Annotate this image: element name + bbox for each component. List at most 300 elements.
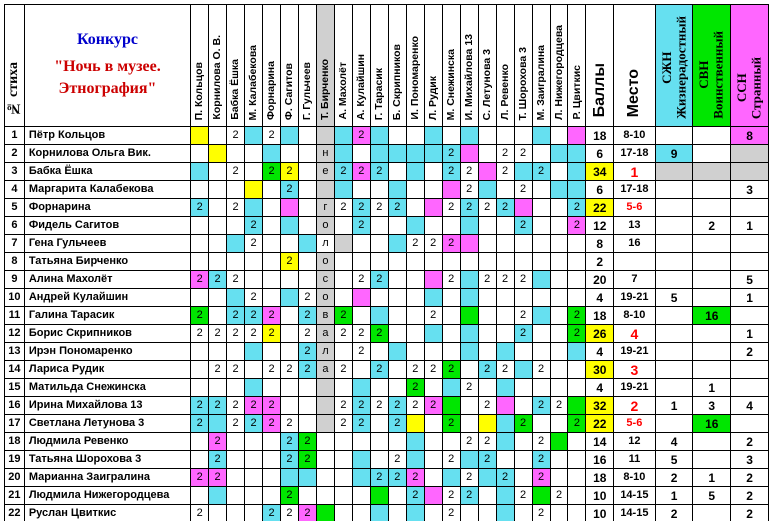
- score-cell: 2: [514, 307, 532, 325]
- row-number: 2: [5, 145, 25, 163]
- score-cell: [370, 487, 388, 505]
- score-cell: 2: [514, 271, 532, 289]
- score-cell: [514, 361, 532, 379]
- category-cell: 2: [731, 469, 769, 487]
- score-cell: [442, 469, 460, 487]
- total-score: 6: [586, 145, 614, 163]
- score-cell: [370, 415, 388, 433]
- score-cell: 2: [352, 163, 370, 181]
- score-cell: в: [316, 307, 334, 325]
- category-cell: [693, 199, 731, 217]
- score-cell: [298, 271, 316, 289]
- score-cell: [424, 289, 442, 307]
- score-cell: [406, 181, 424, 199]
- participant-name: Алина Махолёт: [24, 271, 190, 289]
- score-cell: 2: [352, 271, 370, 289]
- score-cell: 2: [496, 271, 514, 289]
- score-cell: 2: [496, 361, 514, 379]
- score-cell: [568, 181, 586, 199]
- score-cell: [478, 469, 496, 487]
- score-cell: а: [316, 325, 334, 343]
- score-cell: [460, 415, 478, 433]
- category-cell: 5: [655, 451, 693, 469]
- score-cell: 2: [424, 235, 442, 253]
- score-cell: [550, 343, 568, 361]
- score-cell: [550, 145, 568, 163]
- row-number: 10: [5, 289, 25, 307]
- score-cell: [227, 289, 245, 307]
- category-cell: [655, 181, 693, 199]
- contest-title: Конкурс: [76, 30, 138, 48]
- score-cell: 2: [568, 307, 586, 325]
- score-cell: 2: [568, 415, 586, 433]
- score-cell: [245, 271, 263, 289]
- category-cell: [655, 307, 693, 325]
- score-cell: [550, 253, 568, 271]
- score-cell: [406, 451, 424, 469]
- score-cell: [496, 235, 514, 253]
- score-cell: [496, 433, 514, 451]
- total-score: 18: [586, 307, 614, 325]
- score-cell: [209, 235, 227, 253]
- score-cell: [245, 433, 263, 451]
- score-cell: [478, 163, 496, 181]
- score-cell: [568, 343, 586, 361]
- category-cell: [655, 199, 693, 217]
- score-cell: [406, 343, 424, 361]
- score-cell: [568, 469, 586, 487]
- score-cell: 2: [442, 271, 460, 289]
- score-cell: [568, 505, 586, 521]
- score-cell: [209, 181, 227, 199]
- place-cell: 4: [614, 325, 656, 343]
- score-cell: а: [316, 361, 334, 379]
- score-cell: 2: [334, 199, 352, 217]
- table-row: [5, 199, 769, 217]
- score-cell: [568, 271, 586, 289]
- score-cell: [245, 505, 263, 521]
- table-row: [5, 289, 769, 307]
- participant-name: Маргарита Калабекова: [24, 181, 190, 199]
- row-number: 20: [5, 469, 25, 487]
- score-cell: 2: [209, 361, 227, 379]
- score-cell: 2: [191, 469, 209, 487]
- place-cell: 8-10: [614, 127, 656, 145]
- total-score: 14: [586, 433, 614, 451]
- score-cell: [334, 289, 352, 307]
- contest-subtitle-2: Этнография": [58, 79, 157, 97]
- score-cell: [424, 379, 442, 397]
- row-number: 1: [5, 127, 25, 145]
- category-cell: [731, 307, 769, 325]
- score-cell: [568, 235, 586, 253]
- score-cell: 2: [280, 505, 298, 521]
- score-cell: 2: [406, 487, 424, 505]
- table-row: [5, 163, 769, 181]
- judge-header: Г. Тарасик: [370, 5, 388, 127]
- score-cell: 2: [442, 235, 460, 253]
- score-cell: 2: [460, 469, 478, 487]
- score-cell: [298, 235, 316, 253]
- score-cell: [496, 307, 514, 325]
- score-cell: [406, 307, 424, 325]
- score-cell: [209, 487, 227, 505]
- score-cell: [424, 487, 442, 505]
- total-score: 30: [586, 361, 614, 379]
- total-score: 18: [586, 469, 614, 487]
- score-cell: 2: [424, 307, 442, 325]
- score-cell: 2: [388, 451, 406, 469]
- score-cell: [514, 433, 532, 451]
- category-cell: [693, 127, 731, 145]
- score-cell: [460, 253, 478, 271]
- score-cell: [568, 145, 586, 163]
- score-cell: 2: [460, 163, 478, 181]
- score-cell: [550, 433, 568, 451]
- score-cell: [496, 415, 514, 433]
- score-cell: [442, 397, 460, 415]
- category-cell: [693, 163, 731, 181]
- category-cell: 5: [731, 271, 769, 289]
- row-number: 13: [5, 343, 25, 361]
- score-cell: [245, 199, 263, 217]
- score-cell: [370, 289, 388, 307]
- score-cell: [245, 145, 263, 163]
- category-cell: [693, 451, 731, 469]
- category-header: СВН Воинственный: [693, 5, 731, 127]
- place-cell: 7: [614, 271, 656, 289]
- category-cell: 2: [655, 469, 693, 487]
- score-cell: 2: [388, 199, 406, 217]
- score-cell: [316, 181, 334, 199]
- score-cell: [209, 415, 227, 433]
- score-cell: 2: [280, 361, 298, 379]
- score-cell: [245, 361, 263, 379]
- score-cell: [460, 271, 478, 289]
- score-cell: 2: [352, 325, 370, 343]
- score-cell: 2: [298, 451, 316, 469]
- total-score: 10: [586, 505, 614, 521]
- score-cell: 2: [298, 505, 316, 521]
- judge-header: Корнилова О. В.: [209, 5, 227, 127]
- score-cell: 2: [352, 343, 370, 361]
- category-cell: [693, 271, 731, 289]
- score-cell: [191, 379, 209, 397]
- total-score: 4: [586, 379, 614, 397]
- score-cell: [532, 307, 550, 325]
- table-row: [5, 505, 769, 521]
- score-cell: [388, 217, 406, 235]
- score-cell: [263, 379, 281, 397]
- score-cell: [245, 163, 263, 181]
- score-cell: 2: [263, 307, 281, 325]
- total-score: 20: [586, 271, 614, 289]
- score-cell: 2: [514, 487, 532, 505]
- score-cell: [568, 379, 586, 397]
- score-cell: 2: [263, 325, 281, 343]
- score-cell: [334, 217, 352, 235]
- score-cell: [568, 397, 586, 415]
- score-cell: [550, 469, 568, 487]
- score-cell: [227, 181, 245, 199]
- table-row: [5, 235, 769, 253]
- score-cell: [460, 325, 478, 343]
- score-cell: [532, 343, 550, 361]
- category-cell: 3: [731, 451, 769, 469]
- score-cell: [352, 433, 370, 451]
- score-cell: [352, 505, 370, 521]
- category-cell: 1: [655, 397, 693, 415]
- score-cell: 2: [334, 307, 352, 325]
- score-cell: [406, 289, 424, 307]
- score-cell: [280, 235, 298, 253]
- score-cell: [280, 469, 298, 487]
- score-cell: [514, 163, 532, 181]
- judge-header: М. Заигралина: [532, 5, 550, 127]
- score-cell: [568, 127, 586, 145]
- category-cell: [693, 181, 731, 199]
- category-header: ССН Странный: [731, 5, 769, 127]
- score-cell: [298, 415, 316, 433]
- score-cell: 2: [245, 415, 263, 433]
- score-cell: [460, 451, 478, 469]
- total-score: 22: [586, 199, 614, 217]
- table-row: [5, 397, 769, 415]
- score-cell: [550, 325, 568, 343]
- participant-name: Людмила Ревенко: [24, 433, 190, 451]
- score-cell: [424, 217, 442, 235]
- score-cell: [568, 253, 586, 271]
- score-cell: 2: [532, 469, 550, 487]
- score-cell: 2: [442, 487, 460, 505]
- score-cell: 2: [280, 487, 298, 505]
- score-cell: 2: [496, 199, 514, 217]
- score-cell: 2: [370, 271, 388, 289]
- score-cell: [424, 505, 442, 521]
- category-cell: [731, 379, 769, 397]
- score-cell: [424, 199, 442, 217]
- score-cell: [532, 271, 550, 289]
- place-cell: 17-18: [614, 181, 656, 199]
- score-cell: [406, 433, 424, 451]
- place-cell: 1: [614, 163, 656, 181]
- score-cell: [298, 163, 316, 181]
- score-cell: н: [316, 145, 334, 163]
- score-cell: 2: [460, 181, 478, 199]
- table-row: [5, 469, 769, 487]
- score-cell: [227, 433, 245, 451]
- score-cell: [478, 379, 496, 397]
- place-header: Место: [614, 5, 656, 127]
- category-cell: [731, 253, 769, 271]
- score-cell: [370, 379, 388, 397]
- score-cell: [460, 217, 478, 235]
- score-cell: 2: [424, 361, 442, 379]
- score-cell: [442, 127, 460, 145]
- category-cell: 2: [731, 433, 769, 451]
- participant-name: Андрей Кулайшин: [24, 289, 190, 307]
- score-cell: 2: [424, 397, 442, 415]
- category-cell: [655, 271, 693, 289]
- score-cell: [316, 505, 334, 521]
- row-number: 11: [5, 307, 25, 325]
- score-cell: [406, 271, 424, 289]
- category-cell: 4: [655, 433, 693, 451]
- score-cell: [370, 343, 388, 361]
- score-cell: [316, 487, 334, 505]
- participant-name: Гена Гульчеев: [24, 235, 190, 253]
- place-cell: [614, 253, 656, 271]
- score-cell: [532, 217, 550, 235]
- score-cell: [388, 235, 406, 253]
- score-cell: [550, 415, 568, 433]
- score-cell: 2: [334, 397, 352, 415]
- score-cell: [209, 379, 227, 397]
- table-row: [5, 145, 769, 163]
- score-cell: [550, 127, 568, 145]
- score-cell: [280, 127, 298, 145]
- participant-name: Ирина Михайлова 13: [24, 397, 190, 415]
- score-cell: [496, 181, 514, 199]
- score-cell: [532, 379, 550, 397]
- score-cell: [406, 199, 424, 217]
- score-cell: [478, 325, 496, 343]
- score-cell: л: [316, 235, 334, 253]
- score-cell: [227, 253, 245, 271]
- judge-header: Т. Шорохова 3: [514, 5, 532, 127]
- score-cell: 2: [263, 397, 281, 415]
- participant-name: Лариса Рудик: [24, 361, 190, 379]
- score-cell: [550, 217, 568, 235]
- category-cell: [693, 325, 731, 343]
- score-cell: [334, 181, 352, 199]
- category-cell: [655, 325, 693, 343]
- score-cell: [352, 307, 370, 325]
- judge-header: Б. Скрипников: [388, 5, 406, 127]
- category-cell: 3: [693, 397, 731, 415]
- score-cell: [478, 235, 496, 253]
- score-cell: [280, 379, 298, 397]
- score-cell: [406, 217, 424, 235]
- score-cell: [191, 433, 209, 451]
- score-cell: [352, 451, 370, 469]
- score-cell: [388, 487, 406, 505]
- score-cell: 2: [227, 127, 245, 145]
- place-cell: 8-10: [614, 307, 656, 325]
- score-cell: 2: [370, 397, 388, 415]
- score-cell: [334, 145, 352, 163]
- score-cell: [316, 379, 334, 397]
- num-header: № стиха: [5, 5, 25, 127]
- score-cell: [245, 451, 263, 469]
- score-cell: 2: [227, 163, 245, 181]
- score-cell: 2: [460, 433, 478, 451]
- score-cell: [496, 451, 514, 469]
- score-cell: [352, 379, 370, 397]
- score-cell: 2: [334, 163, 352, 181]
- table-row: [5, 127, 769, 145]
- table-row: [5, 271, 769, 289]
- score-cell: [298, 379, 316, 397]
- score-cell: [478, 487, 496, 505]
- row-number: 12: [5, 325, 25, 343]
- score-cell: [227, 487, 245, 505]
- score-cell: 2: [334, 361, 352, 379]
- category-cell: [693, 361, 731, 379]
- score-cell: 2: [550, 397, 568, 415]
- score-cell: [298, 397, 316, 415]
- score-cell: [352, 289, 370, 307]
- score-cell: 2: [227, 415, 245, 433]
- score-cell: [280, 271, 298, 289]
- score-cell: [334, 433, 352, 451]
- score-cell: 2: [227, 307, 245, 325]
- score-cell: 2: [442, 199, 460, 217]
- score-cell: [442, 307, 460, 325]
- table-row: [5, 361, 769, 379]
- score-cell: [532, 325, 550, 343]
- score-cell: [388, 433, 406, 451]
- row-number: 22: [5, 505, 25, 521]
- score-cell: 2: [191, 325, 209, 343]
- judge-header: Т. Бирченко: [316, 5, 334, 127]
- score-cell: 2: [352, 415, 370, 433]
- category-cell: [693, 289, 731, 307]
- row-number: 14: [5, 361, 25, 379]
- judge-header: М. Снежинска: [442, 5, 460, 127]
- judge-header: Г. Гульчеев: [298, 5, 316, 127]
- table-row: [5, 181, 769, 199]
- score-cell: [245, 379, 263, 397]
- score-cell: [334, 253, 352, 271]
- score-cell: [245, 343, 263, 361]
- place-cell: 19-21: [614, 343, 656, 361]
- place-cell: 19-21: [614, 289, 656, 307]
- score-cell: [532, 145, 550, 163]
- total-score: 8: [586, 235, 614, 253]
- score-cell: [280, 397, 298, 415]
- score-cell: [424, 469, 442, 487]
- table-row: [5, 487, 769, 505]
- score-cell: [478, 181, 496, 199]
- score-cell: 2: [209, 325, 227, 343]
- score-cell: [263, 235, 281, 253]
- score-cell: [298, 217, 316, 235]
- score-cell: [406, 127, 424, 145]
- score-cell: [280, 199, 298, 217]
- table-row: [5, 451, 769, 469]
- score-cell: 2: [370, 199, 388, 217]
- score-cell: [388, 253, 406, 271]
- score-cell: [388, 307, 406, 325]
- total-score: 2: [586, 253, 614, 271]
- score-cell: 2: [280, 451, 298, 469]
- place-cell: 17-18: [614, 145, 656, 163]
- participant-name: Форнарина: [24, 199, 190, 217]
- score-cell: [227, 217, 245, 235]
- category-cell: 1: [693, 379, 731, 397]
- score-cell: 2: [388, 397, 406, 415]
- judge-header: Л. Рудик: [424, 5, 442, 127]
- score-cell: [514, 469, 532, 487]
- place-cell: 13: [614, 217, 656, 235]
- judge-header: А. Махолёт: [334, 5, 352, 127]
- category-cell: 4: [731, 397, 769, 415]
- category-cell: 1: [731, 325, 769, 343]
- score-cell: 2: [532, 433, 550, 451]
- score-cell: 2: [478, 199, 496, 217]
- category-cell: 8: [731, 127, 769, 145]
